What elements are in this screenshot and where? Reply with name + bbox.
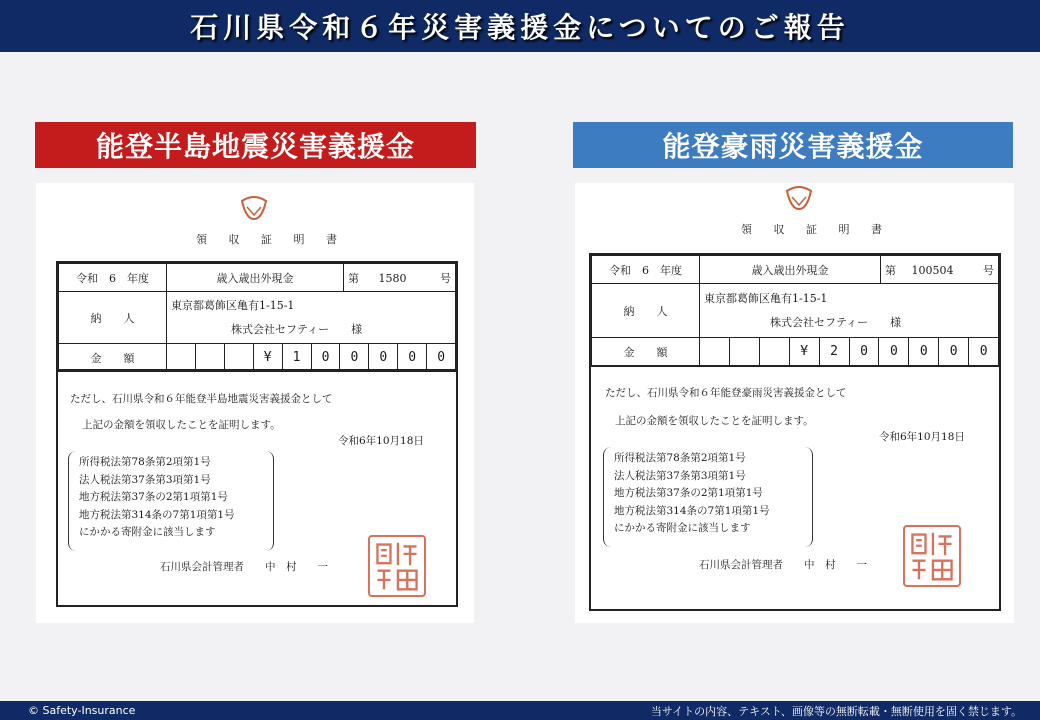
tax-law-item: 地方税法第314条の7第1項第1号 [614,504,770,517]
amount-digit: ¥ [253,344,282,371]
amount-digit: 0 [426,344,455,371]
certification-statement: 上記の金額を領収したことを証明します。 [82,419,281,431]
tax-law-item: 所得税法第78条第2項第1号 [614,452,746,464]
tax-law-item: 地方税法第314条の7第1項第1号 [79,508,235,521]
official-seal-icon [368,535,426,597]
amount-digit: 0 [968,338,998,365]
heavy-rain-receipt-certificate [575,183,1014,623]
amount-digits [167,344,456,372]
amount-digit [700,338,729,365]
receipt-number: 1580 [378,271,407,285]
account-type: 歳入歳出外現金 [167,264,344,292]
amount-digit [195,344,224,371]
amount-digit: 0 [339,344,368,371]
tax-law-item: 法人税法第37条第3項第1号 [79,473,211,486]
issue-date: 令和6年10月18日 [879,431,965,443]
amount-digit: 2 [819,338,849,365]
tax-law-item: 地方税法第37条の2第1項第1号 [79,491,228,503]
earthquake-donation-heading: 能登半島地震災害義援金 [35,122,476,168]
receipt-number-label: 第 [885,263,896,277]
usage-notice: 当サイトの内容、テキスト、画像等の無断転載・無断使用を固く禁じます。 [650,704,1022,718]
payer-address: 東京都葛飾区亀有1-15-1 [704,291,828,305]
donation-purpose: ただし、石川県令和６年能登豪雨災害義援金として [605,387,847,399]
payer-label: 納 人 [592,284,700,338]
tax-law-item: 法人税法第37条第3項第1号 [614,469,746,482]
receipt-number-suffix: 号 [983,263,994,277]
donation-purpose: ただし、石川県令和６年能登半島地震災害義援金として [70,393,333,405]
amount-digit: 0 [878,338,908,365]
amount-digit: 1 [282,344,311,371]
amount-digit [759,338,789,365]
tax-law-item: にかかる寄附金に該当します [614,522,751,534]
amount-digit [167,344,195,371]
issue-date: 令和6年10月18日 [338,435,424,447]
heavy-rain-donation-heading: 能登豪雨災害義援金 [573,122,1013,168]
receipt-table [589,253,1001,367]
payer-address: 東京都葛飾区亀有1-15-1 [171,298,295,312]
official-seal-icon [903,525,961,587]
amount-digit [224,344,253,371]
amount-digit: ¥ [789,338,819,365]
title-bar [0,0,1040,52]
tax-law-item: 地方税法第37条の2第1項第1号 [614,487,763,499]
certificate-title: 領 収 証 明 書 [741,223,891,236]
page-title: 石川県令和６年災害義援金についてのご報告 [190,11,850,44]
amount-digit: 0 [368,344,397,371]
fiscal-year: 令和 6 年度 [592,256,700,284]
amount-digit: 0 [849,338,879,365]
payer-label: 納 人 [59,292,167,344]
payer-info [700,284,999,338]
amount-label: 金 額 [59,344,167,372]
amount-digit: 0 [938,338,968,365]
amount-digits [700,338,999,366]
payer-company: 株式会社セフティー 様 [770,315,902,329]
payer-company: 株式会社セフティー 様 [231,322,363,336]
tax-law-bracket [68,451,274,551]
certification-statement: 上記の金額を領収したことを証明します。 [615,415,814,427]
payer-info [167,292,456,344]
receipt-number-label: 第 [348,271,359,285]
receipt-number: 100504 [911,263,954,277]
copyright: © Safety-Insurance [28,704,136,717]
amount-digit: 0 [908,338,938,365]
receipt-number-suffix: 号 [440,271,451,285]
signer: 石川県会計管理者 中 村 一 [160,561,328,573]
amount-digit [729,338,759,365]
receipt-table [56,261,458,371]
certificate-title: 領 収 証 明 書 [196,233,346,246]
prefecture-crest-icon [785,185,813,211]
earthquake-receipt-certificate [36,183,474,623]
amount-label: 金 額 [592,338,700,366]
amount-digit: 0 [311,344,340,371]
signer: 石川県会計管理者 中 村 一 [699,559,867,571]
account-type: 歳入歳出外現金 [700,256,881,284]
footer-bar [0,701,1040,720]
receipt-number-cell [881,256,999,284]
amount-digit: 0 [397,344,426,371]
tax-law-item: にかかる寄附金に該当します [79,526,216,538]
receipt-number-cell [344,264,456,292]
tax-law-bracket [603,447,813,547]
prefecture-crest-icon [240,195,268,221]
tax-law-item: 所得税法第78条第2項第1号 [79,456,211,468]
fiscal-year: 令和 6 年度 [59,264,167,292]
